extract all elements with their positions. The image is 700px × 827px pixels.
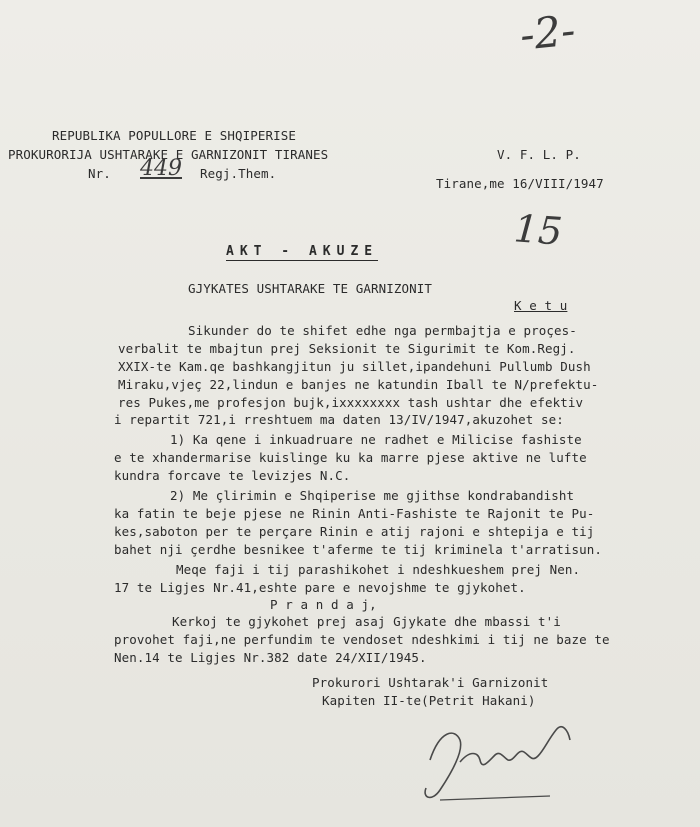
- document-title: AKT - AKUZE: [226, 244, 379, 259]
- header-date: Tirane,me 16/VIII/1947: [436, 176, 604, 191]
- body-p2-line3: kundra forcave te levizjes N.C.: [114, 468, 351, 483]
- header-nr-value: 449: [140, 156, 182, 181]
- body-p1-line3: XXIX-te Kam.qe bashkangjitun ju sillet,ipandehuni Pullumb Dush: [118, 359, 591, 374]
- header-nr-suffix: Regj.Them.: [200, 166, 277, 181]
- body-p2-line2: e te xhandermarise kuislinge ku ka marre pjese aktive ne lufte: [114, 450, 587, 465]
- body-p1-line1: Sikunder do te shifet edhe nga permbajtja e proçes-: [188, 323, 577, 338]
- body-p3-line1: 2) Me çlirimin e Shqiperise me gjithse kondrabandisht: [170, 488, 575, 503]
- body-p4-line1: Meqe faji i tij parashikohet i ndeshkueshem prej Nen.: [176, 562, 581, 577]
- body-p5-line1: Kerkoj te gjykohet prej asaj Gjykate dhe mbassi t'i: [172, 614, 561, 629]
- body-p1-line6: i repartit 721,i rreshtuem ma daten 13/IV/1947,akuzohet se:: [114, 412, 564, 427]
- body-p5-line3: Nen.14 te Ligjes Nr.382 date 24/XII/1945.: [114, 650, 427, 665]
- body-p1-line5: res Pukes,me profesjon bujk,ixxxxxxxx tash ushtar dhe efektiv: [118, 395, 584, 410]
- signature-name: Kapiten II-te(Petrit Hakani): [322, 693, 536, 708]
- body-p5-line2: provohet faji,ne perfundim te vendoset ndeshkimi i tij ne baze te: [114, 632, 610, 647]
- ketu: K e t u: [514, 298, 568, 313]
- body-p3-line3: kes,saboton per te perçare Rinin e atij rajoni e shtepija e tij: [114, 524, 595, 539]
- addressee: GJYKATES USHTARAKE TE GARNIZONIT: [188, 281, 433, 296]
- body-p3-line2: ka fatin te beje pjese ne Rinin Anti-Fashiste te Rajonit te Pu-: [114, 506, 595, 521]
- header-motto: V. F. L. P.: [497, 147, 581, 162]
- margin-mark: 15: [512, 206, 564, 254]
- header-prokuroria: PROKURORIJA USHTARAKE E GARNIZONIT TIRANES: [8, 147, 329, 162]
- page-number: -2-: [517, 5, 578, 60]
- body-p1-line2: verbalit te mbajtun prej Seksionit te Sigurimit te Kom.Regj.: [118, 341, 576, 356]
- body-p2-line1: 1) Ka qene i inkuadruare ne radhet e Milicise fashiste: [170, 432, 582, 447]
- body-p4-line2: 17 te Ligjes Nr.41,eshte pare e nevojshme te gjykohet.: [114, 580, 526, 595]
- signature-title: Prokurori Ushtarak'i Garnizonit: [312, 675, 549, 690]
- prandaj: P r a n d a j,: [270, 597, 377, 612]
- header-republic: REPUBLIKA POPULLORE E SHQIPERISE: [52, 128, 297, 143]
- handwritten-signature: [400, 700, 600, 810]
- body-p1-line4: Miraku,vjeç 22,lindun e banjes ne katundin Iball te N/prefektu-: [118, 377, 599, 392]
- body-p3-line4: bahet nji çerdhe besnikee t'aferme te tij kriminela t'arratisun.: [114, 542, 603, 557]
- header-nr-prefix: Nr.: [88, 166, 111, 181]
